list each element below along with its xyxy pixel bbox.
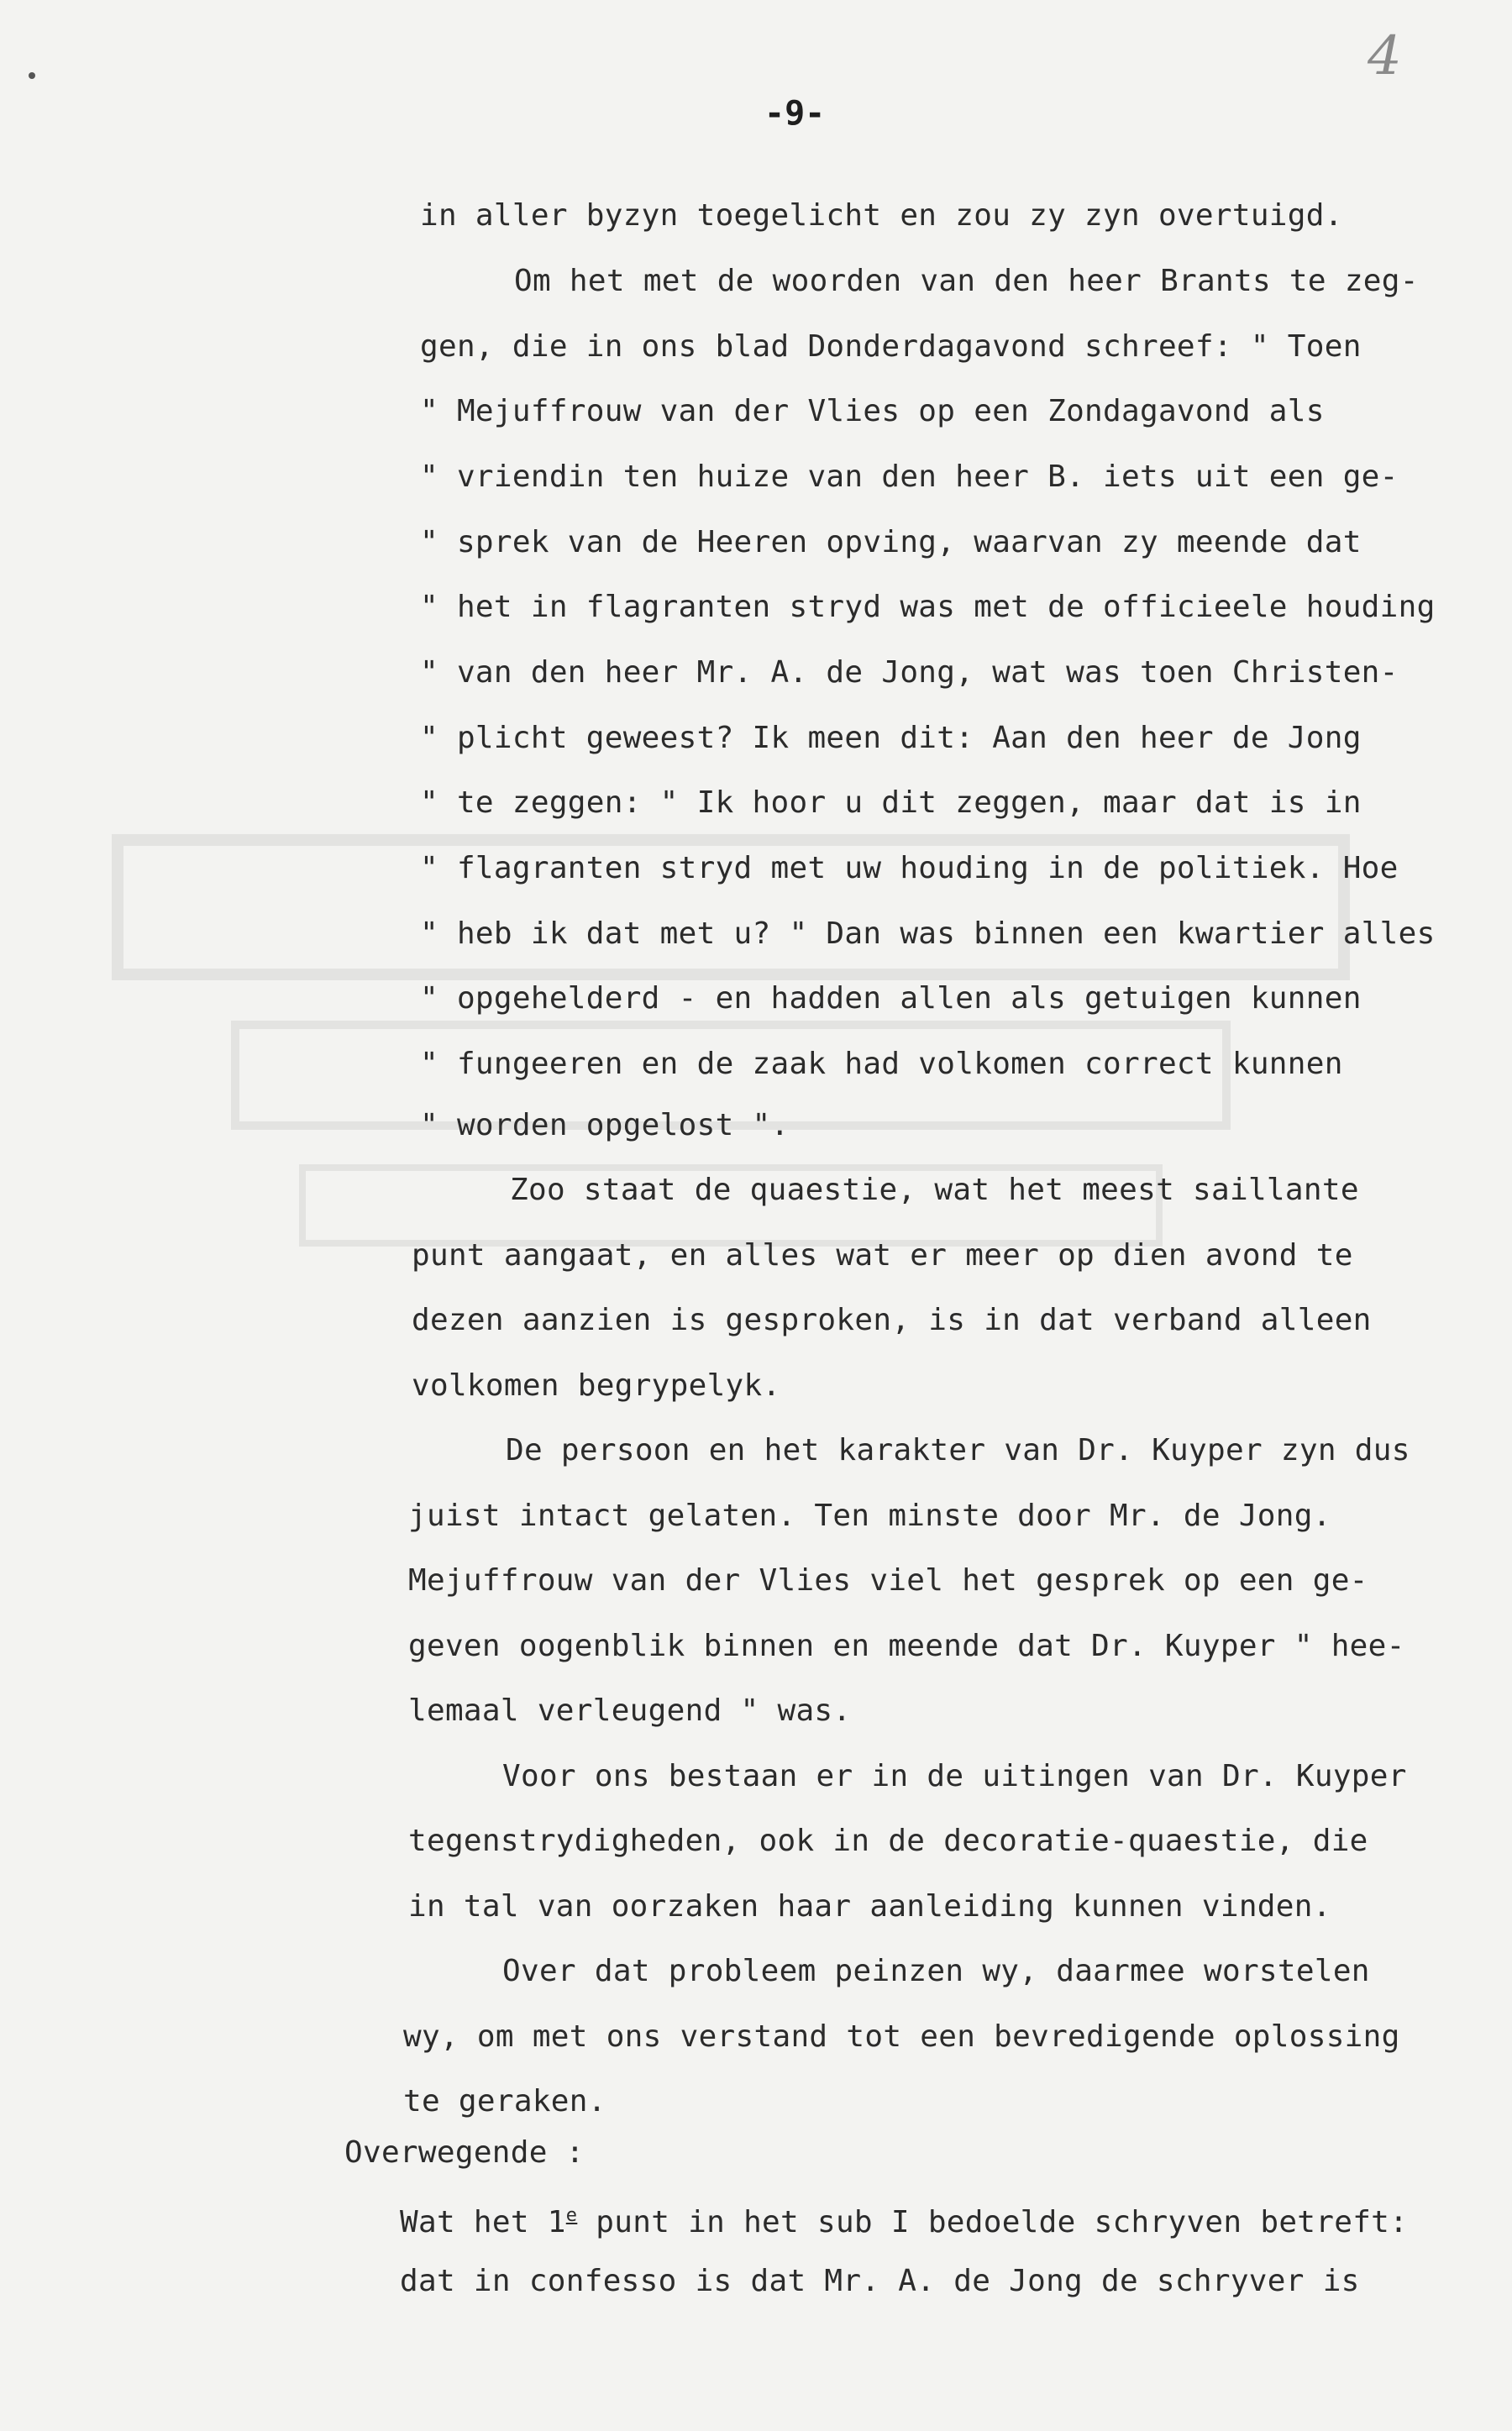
text-line: " vriendin ten huize van den heer B. iets uit een ge- <box>420 459 1399 494</box>
text-line: Zoo staat de quaestie, wat het meest saillante <box>510 1173 1359 1207</box>
text-line: Voor ons bestaan er in de uitingen van Dr. Kuyper <box>502 1759 1407 1793</box>
text-line: lemaal verleugend " was. <box>408 1693 852 1728</box>
ordinal-suffix: e <box>565 2205 578 2226</box>
text-fragment: punt in het sub I bedoelde schryven betreft: <box>577 2205 1409 2239</box>
text-line: gen, die in ons blad Donderdagavond schreef: " Toen <box>420 329 1362 364</box>
text-line: " van den heer Mr. A. de Jong, wat was toen Christen- <box>420 655 1399 690</box>
text-line <box>400 2199 1408 2239</box>
text-line: " Mejuffrouw van der Vlies op een Zondagavond als <box>420 394 1325 428</box>
text-line: volkomen begrypelyk. <box>412 1368 781 1403</box>
text-line: " het in flagranten stryd was met de officieele houding <box>420 590 1436 624</box>
handwritten-page-mark: 4 <box>1368 25 1402 87</box>
text-line: " fungeeren en de zaak had volkomen correct kunnen <box>420 1047 1343 1081</box>
text-line: in aller byzyn toegelicht en zou zy zyn overtuigd. <box>420 198 1343 233</box>
text-line: Over dat probleem peinzen wy, daarmee worstelen <box>502 1954 1370 1988</box>
text-line: in tal van oorzaken haar aanleiding kunnen vinden. <box>408 1889 1331 1924</box>
text-line: " opgehelderd - en hadden allen als getuigen kunnen <box>420 981 1362 1016</box>
text-line: " te zeggen: " Ik hoor u dit zeggen, maar dat is in <box>420 785 1362 820</box>
text-line: Mejuffrouw van der Vlies viel het gesprek op een ge- <box>408 1563 1368 1598</box>
text-line: " worden opgelost ". <box>420 1108 790 1142</box>
text-line: te geraken. <box>403 2084 606 2119</box>
text-line: dezen aanzien is gesproken, is in dat verband alleen <box>412 1303 1372 1337</box>
section-heading: Overwegende : <box>344 2135 585 2170</box>
text-fragment: Wat het 1 <box>400 2205 566 2239</box>
text-line: " flagranten stryd met uw houding in de politiek. Hoe <box>420 851 1399 885</box>
text-line: De persoon en het karakter van Dr. Kuyper zyn dus <box>506 1433 1410 1468</box>
text-line: juist intact gelaten. Ten minste door Mr. de Jong. <box>408 1499 1331 1533</box>
text-line: wy, om met ons verstand tot een bevredigende oplossing <box>403 2019 1400 2054</box>
ink-speck <box>29 72 35 79</box>
text-line: dat in confesso is dat Mr. A. de Jong de schryver is <box>400 2264 1360 2298</box>
text-line: geven oogenblik binnen en meende dat Dr. Kuyper " hee- <box>408 1629 1405 1663</box>
page-number: -9- <box>764 94 826 133</box>
text-line: " sprek van de Heeren opving, waarvan zy meende dat <box>420 525 1362 559</box>
text-line: " plicht geweest? Ik meen dit: Aan den heer de Jong <box>420 721 1362 755</box>
text-line: tegenstrydigheden, ook in de decoratie-quaestie, die <box>408 1824 1368 1858</box>
text-line: " heb ik dat met u? " Dan was binnen een kwartier alles <box>420 916 1436 951</box>
text-line: punt aangaat, en alles wat er meer op dien avond te <box>412 1238 1353 1273</box>
text-line: Om het met de woorden van den heer Brants te zeg- <box>514 264 1419 298</box>
